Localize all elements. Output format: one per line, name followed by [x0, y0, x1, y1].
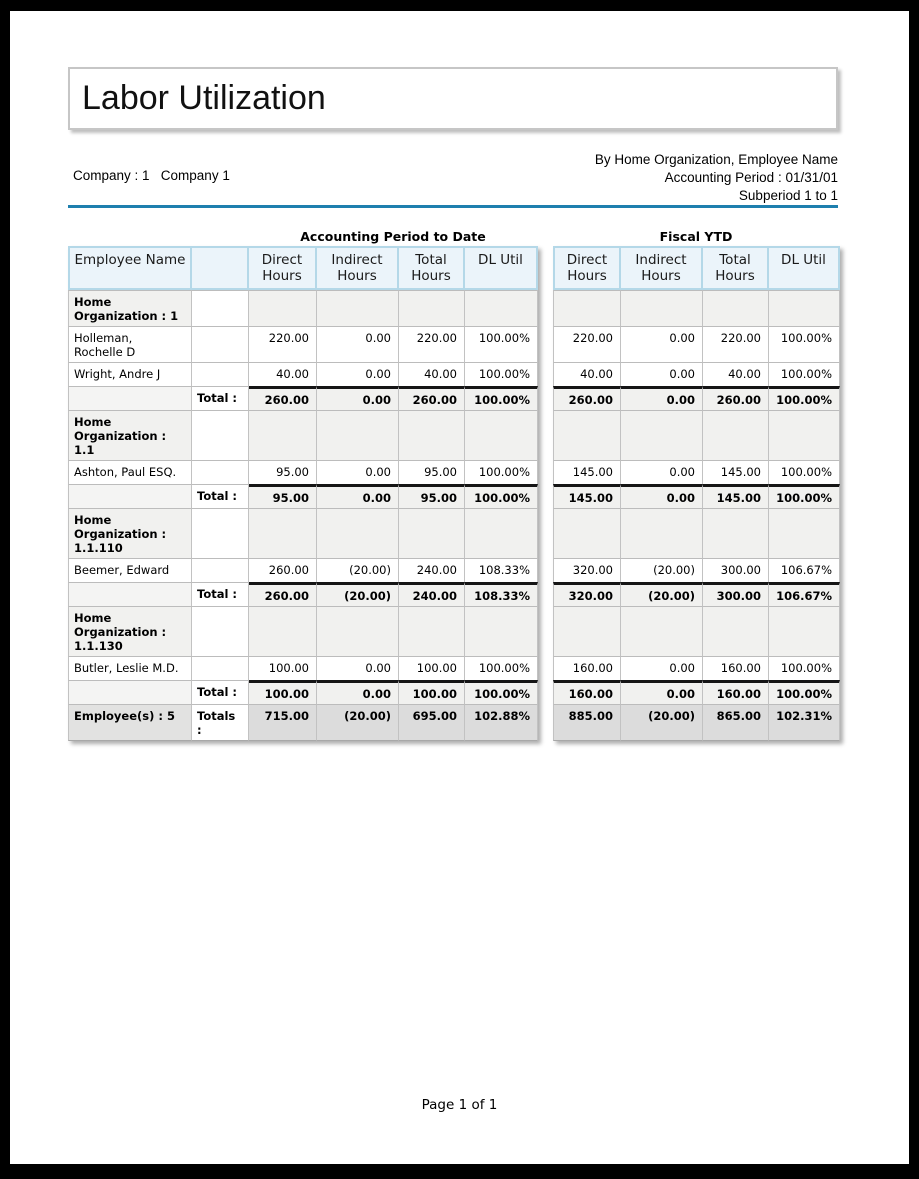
data-row	[68, 558, 840, 582]
group-row	[68, 290, 840, 326]
apd-indirect-hours-cell: 0.00	[317, 680, 399, 704]
total-label-cell: Totals :	[192, 704, 249, 741]
ytd-direct-hours-cell: 145.00	[553, 484, 621, 508]
blank-cell	[192, 508, 249, 558]
apd-total-hours-cell	[399, 508, 465, 558]
table-gap	[538, 362, 553, 386]
apd-total-hours-cell: 240.00	[399, 558, 465, 582]
ytd-indirect-hours-cell: 0.00	[621, 362, 703, 386]
table-gap	[538, 290, 553, 326]
ytd-indirect-hours-cell: 0.00	[621, 484, 703, 508]
apd-direct-hours-cell	[249, 290, 317, 326]
ytd-dl-util-cell: 100.00%	[769, 680, 840, 704]
apd-indirect-hours-cell: (20.00)	[317, 582, 399, 606]
apd-dl-util-cell: 102.88%	[465, 704, 538, 741]
table-gap	[538, 704, 553, 741]
table-gap	[538, 558, 553, 582]
ytd-indirect-hours-cell: 0.00	[621, 326, 703, 362]
apd-indirect-hours-cell: (20.00)	[317, 558, 399, 582]
ytd-direct-hours-cell	[553, 410, 621, 460]
accounting-period-line: Accounting Period : 01/31/01	[664, 170, 838, 185]
apd-dl-util-cell: 100.00%	[465, 680, 538, 704]
report-table	[68, 231, 840, 741]
apd-indirect-hours-cell: 0.00	[317, 362, 399, 386]
table-gap	[538, 410, 553, 460]
ytd-dl-util-cell	[769, 508, 840, 558]
apd-dl-util-cell	[465, 508, 538, 558]
apd-total-hours-cell: 100.00	[399, 680, 465, 704]
col-header-blank	[192, 246, 249, 290]
apd-direct-hours-cell: 260.00	[249, 386, 317, 410]
ytd-direct-hours-cell: 320.00	[553, 558, 621, 582]
ytd-indirect-hours-cell: (20.00)	[621, 558, 703, 582]
col-header-apd-indirect-hours: Indirect Hours	[317, 246, 399, 290]
data-row	[68, 326, 840, 362]
apd-dl-util-cell: 100.00%	[465, 460, 538, 484]
apd-direct-hours-cell: 95.00	[249, 484, 317, 508]
ytd-dl-util-cell: 106.67%	[769, 558, 840, 582]
apd-dl-util-cell	[465, 410, 538, 460]
ytd-direct-hours-cell	[553, 290, 621, 326]
ytd-direct-hours-cell: 260.00	[553, 386, 621, 410]
apd-indirect-hours-cell: 0.00	[317, 484, 399, 508]
apd-dl-util-cell	[465, 290, 538, 326]
col-header-ytd-dl-util: DL Util	[769, 246, 840, 290]
ytd-direct-hours-cell: 885.00	[553, 704, 621, 741]
section-titles	[68, 231, 840, 246]
table-gap	[538, 680, 553, 704]
apd-indirect-hours-cell: 0.00	[317, 326, 399, 362]
apd-dl-util-cell: 100.00%	[465, 386, 538, 410]
apd-direct-hours-cell: 95.00	[249, 460, 317, 484]
col-header-ytd-direct-hours: Direct Hours	[553, 246, 621, 290]
apd-total-hours-cell: 220.00	[399, 326, 465, 362]
apd-total-hours-cell: 240.00	[399, 582, 465, 606]
apd-total-hours-cell	[399, 410, 465, 460]
table-gap	[538, 386, 553, 410]
apd-total-hours-cell: 695.00	[399, 704, 465, 741]
apd-dl-util-cell: 100.00%	[465, 484, 538, 508]
ytd-dl-util-cell: 100.00%	[769, 460, 840, 484]
blank-cell	[68, 484, 192, 508]
employee-name-cell: Holleman, Rochelle D	[68, 326, 192, 362]
page-number: Page 1 of 1	[421, 1097, 498, 1113]
ytd-indirect-hours-cell: (20.00)	[621, 582, 703, 606]
apd-dl-util-cell: 108.33%	[465, 558, 538, 582]
ytd-dl-util-cell: 100.00%	[769, 362, 840, 386]
col-header-ytd-indirect-hours: Indirect Hours	[621, 246, 703, 290]
apd-indirect-hours-cell	[317, 410, 399, 460]
ytd-total-hours-cell	[703, 606, 769, 656]
apd-direct-hours-cell: 40.00	[249, 362, 317, 386]
ytd-dl-util-cell	[769, 290, 840, 326]
apd-direct-hours-cell	[249, 508, 317, 558]
ytd-total-hours-cell: 145.00	[703, 460, 769, 484]
total-row	[68, 680, 840, 704]
blank-cell	[68, 386, 192, 410]
ytd-indirect-hours-cell: 0.00	[621, 656, 703, 680]
ytd-total-hours-cell: 300.00	[703, 582, 769, 606]
apd-direct-hours-cell: 100.00	[249, 680, 317, 704]
ytd-direct-hours-cell: 320.00	[553, 582, 621, 606]
grand-row	[68, 704, 840, 741]
apd-dl-util-cell: 100.00%	[465, 656, 538, 680]
ytd-dl-util-cell	[769, 606, 840, 656]
apd-dl-util-cell	[465, 606, 538, 656]
total-row	[68, 582, 840, 606]
ytd-total-hours-cell	[703, 290, 769, 326]
table-body-wrap	[68, 246, 840, 741]
data-row	[68, 362, 840, 386]
ytd-indirect-hours-cell: 0.00	[621, 460, 703, 484]
total-label-cell: Total :	[192, 484, 249, 508]
apd-direct-hours-cell: 100.00	[249, 656, 317, 680]
apd-indirect-hours-cell: 0.00	[317, 460, 399, 484]
employee-count-cell: Employee(s) : 5	[68, 704, 192, 741]
subperiod-line: Subperiod 1 to 1	[738, 188, 838, 203]
apd-total-hours-cell: 260.00	[399, 386, 465, 410]
blank-cell	[192, 326, 249, 362]
table-gap	[538, 326, 553, 362]
ytd-indirect-hours-cell	[621, 606, 703, 656]
ytd-total-hours-cell	[703, 410, 769, 460]
employee-name-cell: Wright, Andre J	[68, 362, 192, 386]
report-table-rows	[68, 246, 840, 741]
data-row	[68, 656, 840, 680]
blank-cell	[192, 656, 249, 680]
blank-cell	[192, 362, 249, 386]
ytd-total-hours-cell: 865.00	[703, 704, 769, 741]
group-row	[68, 606, 840, 656]
apd-dl-util-cell: 100.00%	[465, 326, 538, 362]
apd-direct-hours-cell: 220.00	[249, 326, 317, 362]
blank-cell	[68, 582, 192, 606]
apd-indirect-hours-cell	[317, 508, 399, 558]
ytd-total-hours-cell: 160.00	[703, 656, 769, 680]
ytd-direct-hours-cell: 145.00	[553, 460, 621, 484]
report-parameters	[595, 151, 838, 205]
ytd-total-hours-cell: 260.00	[703, 386, 769, 410]
apd-indirect-hours-cell	[317, 290, 399, 326]
table-gap	[538, 656, 553, 680]
ytd-direct-hours-cell: 220.00	[553, 326, 621, 362]
ytd-direct-hours-cell	[553, 606, 621, 656]
apd-direct-hours-cell: 260.00	[249, 582, 317, 606]
employee-name-cell: Butler, Leslie M.D.	[68, 656, 192, 680]
report-page	[10, 11, 909, 1164]
total-row	[68, 386, 840, 410]
org-group-label-cell: Home Organization : 1	[68, 290, 192, 326]
blank-cell	[192, 460, 249, 484]
apd-total-hours-cell: 100.00	[399, 656, 465, 680]
ytd-direct-hours-cell: 160.00	[553, 680, 621, 704]
ytd-total-hours-cell: 145.00	[703, 484, 769, 508]
ytd-direct-hours-cell	[553, 508, 621, 558]
ytd-dl-util-cell: 100.00%	[769, 484, 840, 508]
ytd-indirect-hours-cell: 0.00	[621, 680, 703, 704]
table-header-row	[68, 246, 840, 290]
col-header-ytd-total-hours: Total Hours	[703, 246, 769, 290]
blank-cell	[68, 680, 192, 704]
ytd-total-hours-cell: 160.00	[703, 680, 769, 704]
ytd-dl-util-cell: 100.00%	[769, 326, 840, 362]
col-header-apd-total-hours: Total Hours	[399, 246, 465, 290]
ytd-indirect-hours-cell	[621, 508, 703, 558]
org-group-label-cell: Home Organization : 1.1	[68, 410, 192, 460]
total-row	[68, 484, 840, 508]
ytd-dl-util-cell: 106.67%	[769, 582, 840, 606]
ytd-total-hours-cell	[703, 508, 769, 558]
ytd-total-hours-cell: 40.00	[703, 362, 769, 386]
ytd-direct-hours-cell: 40.00	[553, 362, 621, 386]
total-label-cell: Total :	[192, 680, 249, 704]
section-title-fiscal-ytd: Fiscal YTD	[659, 229, 733, 244]
report-title-box	[68, 67, 838, 130]
table-gap	[538, 246, 553, 290]
apd-dl-util-cell: 100.00%	[465, 362, 538, 386]
blank-cell	[192, 606, 249, 656]
ytd-direct-hours-cell: 160.00	[553, 656, 621, 680]
apd-total-hours-cell	[399, 606, 465, 656]
apd-total-hours-cell: 40.00	[399, 362, 465, 386]
table-gap	[538, 508, 553, 558]
group-row	[68, 508, 840, 558]
apd-indirect-hours-cell: (20.00)	[317, 704, 399, 741]
apd-total-hours-cell: 95.00	[399, 460, 465, 484]
table-gap	[538, 606, 553, 656]
header-divider-rule	[68, 205, 838, 208]
data-row	[68, 460, 840, 484]
apd-total-hours-cell	[399, 290, 465, 326]
grouping-line: By Home Organization, Employee Name	[594, 152, 838, 167]
ytd-dl-util-cell: 100.00%	[769, 386, 840, 410]
col-header-apd-direct-hours: Direct Hours	[249, 246, 317, 290]
apd-total-hours-cell: 95.00	[399, 484, 465, 508]
apd-direct-hours-cell	[249, 410, 317, 460]
blank-cell	[192, 558, 249, 582]
ytd-indirect-hours-cell	[621, 410, 703, 460]
ytd-indirect-hours-cell: 0.00	[621, 386, 703, 410]
ytd-indirect-hours-cell	[621, 290, 703, 326]
col-header-apd-dl-util: DL Util	[465, 246, 538, 290]
org-group-label-cell: Home Organization : 1.1.130	[68, 606, 192, 656]
apd-direct-hours-cell	[249, 606, 317, 656]
ytd-indirect-hours-cell: (20.00)	[621, 704, 703, 741]
company-line: Company : 1 Company 1	[73, 168, 230, 183]
ytd-dl-util-cell: 102.31%	[769, 704, 840, 741]
ytd-dl-util-cell	[769, 410, 840, 460]
col-header-employee-name: Employee Name	[68, 246, 192, 290]
blank-cell	[192, 410, 249, 460]
ytd-total-hours-cell: 220.00	[703, 326, 769, 362]
ytd-total-hours-cell: 300.00	[703, 558, 769, 582]
table-gap	[538, 582, 553, 606]
apd-direct-hours-cell: 260.00	[249, 558, 317, 582]
ytd-dl-util-cell: 100.00%	[769, 656, 840, 680]
blank-cell	[192, 290, 249, 326]
apd-indirect-hours-cell	[317, 606, 399, 656]
apd-dl-util-cell: 108.33%	[465, 582, 538, 606]
apd-indirect-hours-cell: 0.00	[317, 386, 399, 410]
employee-name-cell: Ashton, Paul ESQ.	[68, 460, 192, 484]
section-title-accounting-period: Accounting Period to Date	[300, 229, 486, 244]
total-label-cell: Total :	[192, 386, 249, 410]
table-gap	[538, 460, 553, 484]
table-gap	[538, 484, 553, 508]
org-group-label-cell: Home Organization : 1.1.110	[68, 508, 192, 558]
group-row	[68, 410, 840, 460]
apd-direct-hours-cell: 715.00	[249, 704, 317, 741]
total-label-cell: Total :	[192, 582, 249, 606]
page-title: Labor Utilization	[82, 79, 326, 117]
apd-indirect-hours-cell: 0.00	[317, 656, 399, 680]
employee-name-cell: Beemer, Edward	[68, 558, 192, 582]
